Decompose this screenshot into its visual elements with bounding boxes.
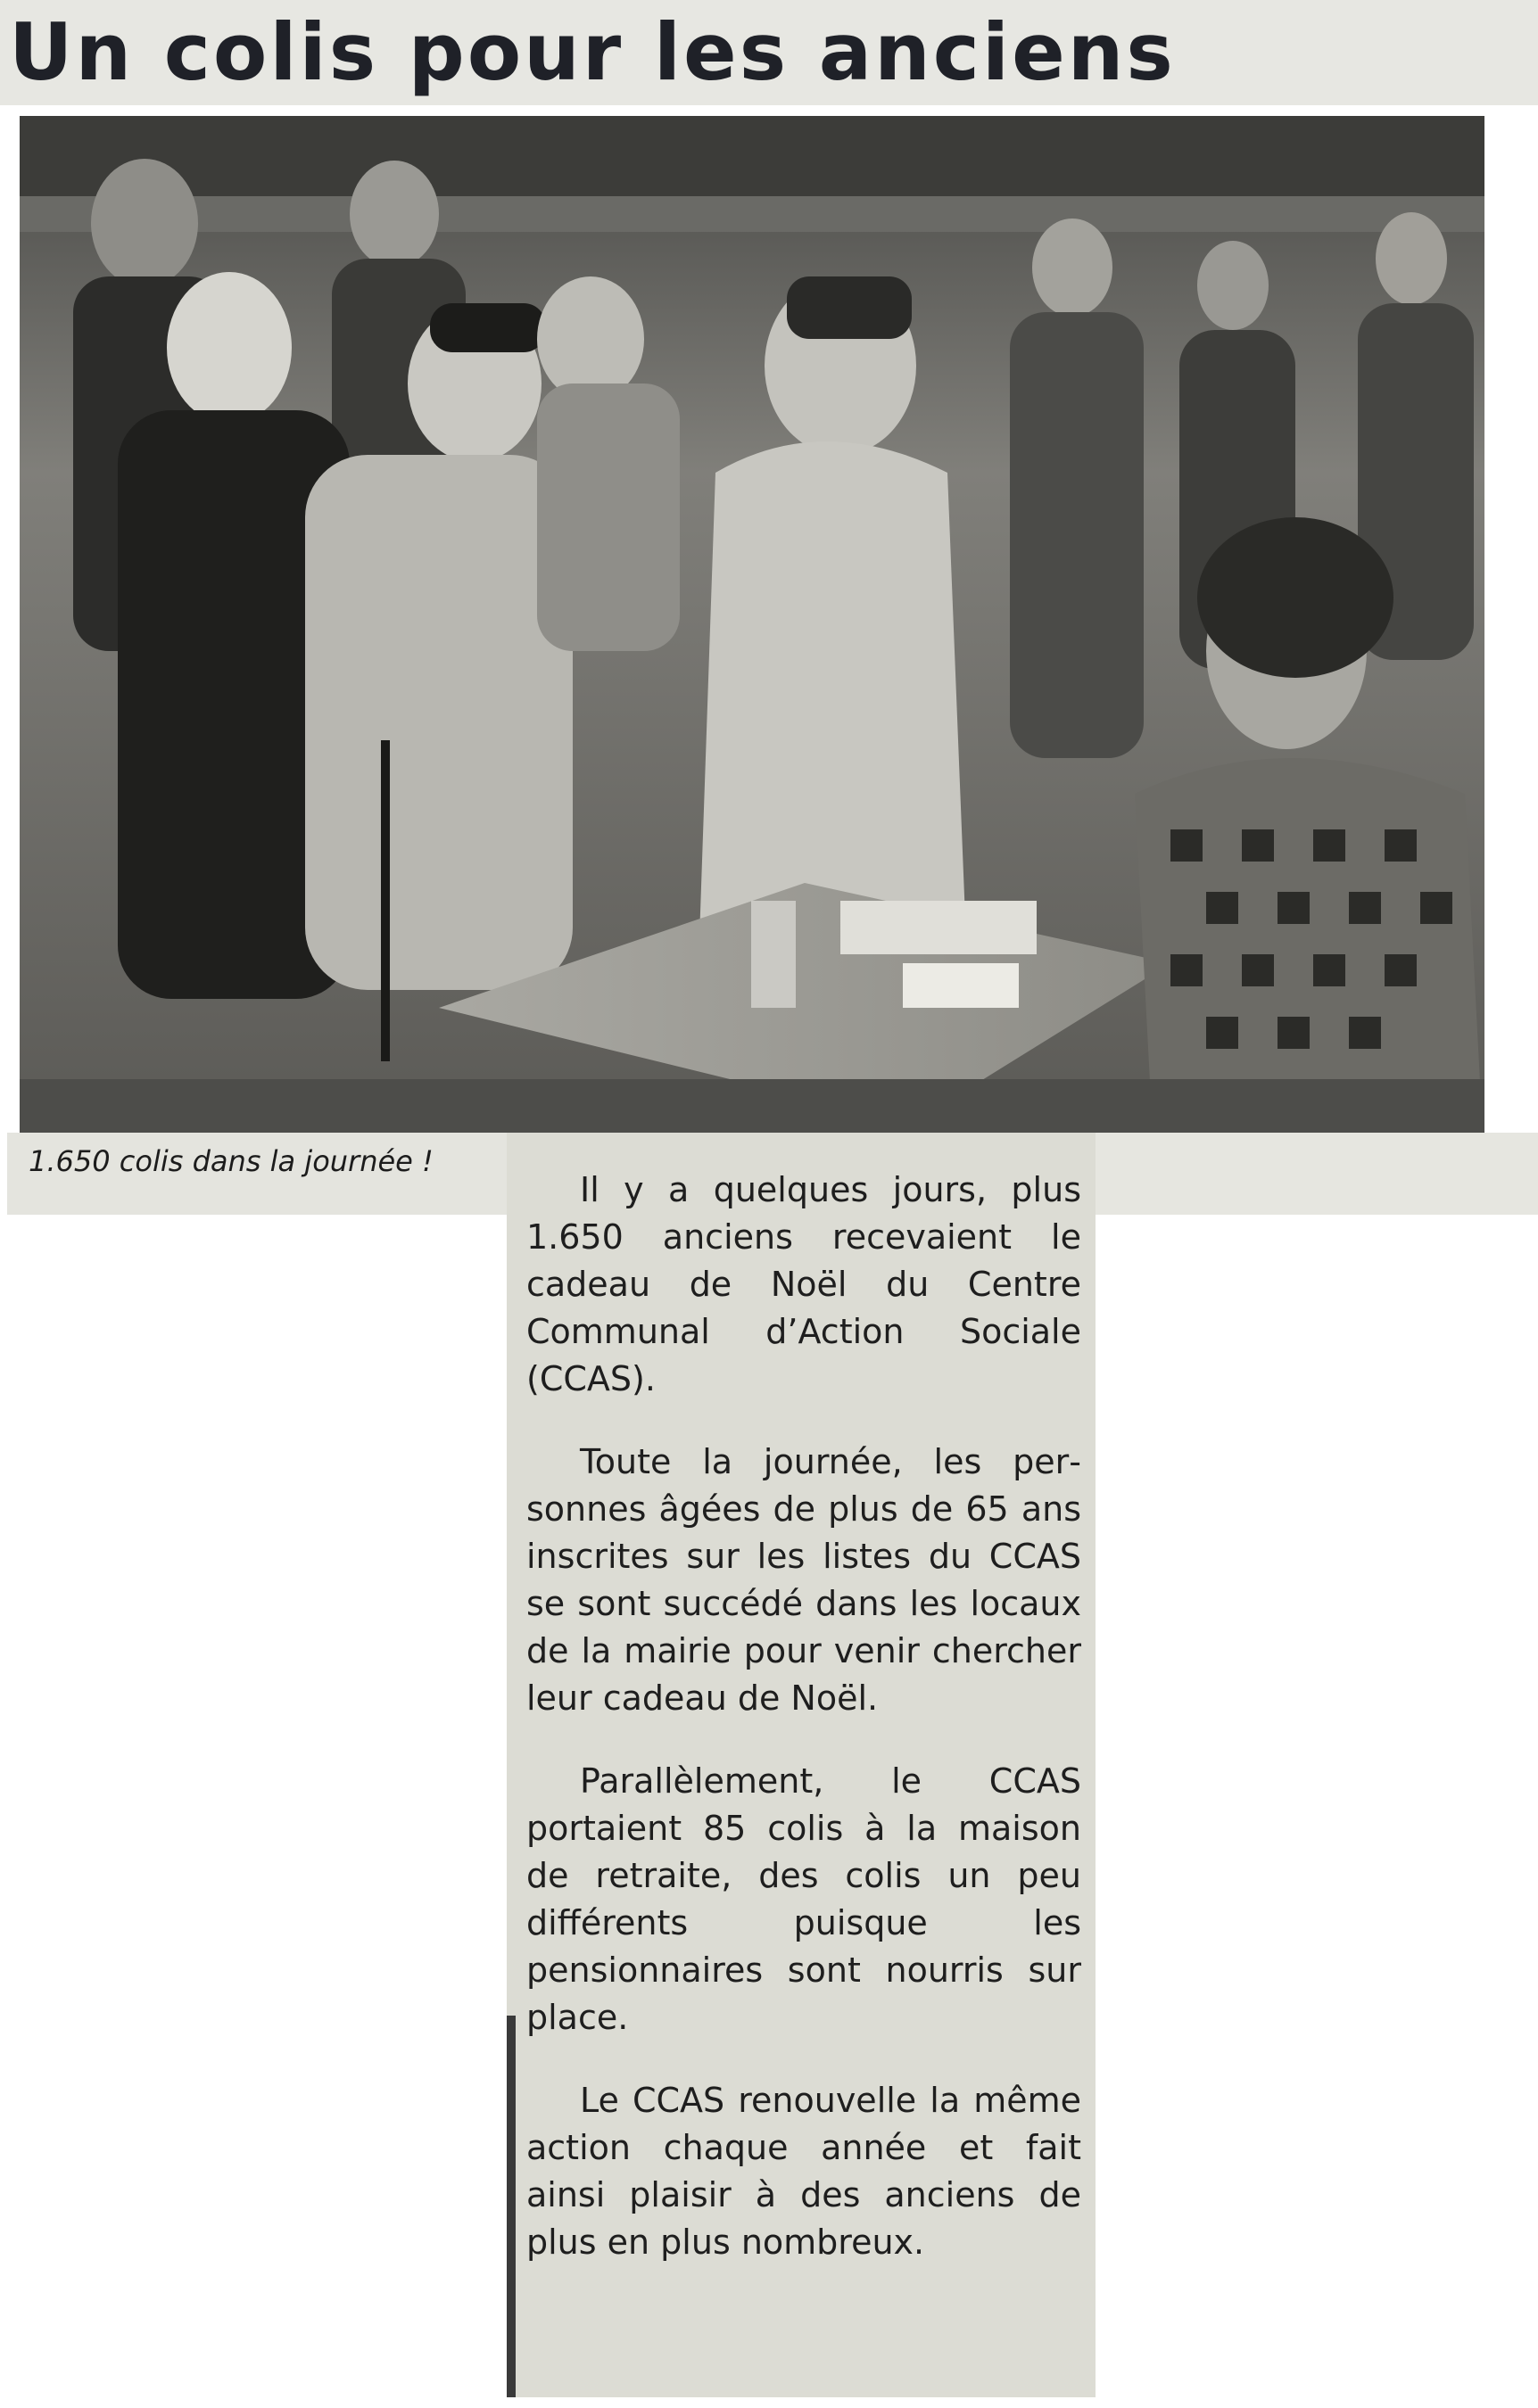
margin-strip	[1096, 1133, 1538, 1215]
column-fold-edge	[507, 2016, 516, 2397]
article-paragraph: Il y a quelques jours, plus 1.650 anciens recevaient le cadeau de Noël du Centre Communal d’Action Sociale (CCAS).	[526, 1170, 1081, 1398]
article-body	[526, 1167, 1081, 2266]
headline: Un colis pour les anciens	[9, 6, 1176, 98]
photo-caption: 1.650 colis dans la journée !	[29, 1144, 434, 1178]
article-paragraph: Toute la journée, les personnes âgées de plus de 65 ans inscrites sur les listes du CCAS se sont succédé dans les locaux de la mairie pour venir chercher leur cadeau de Noël.	[526, 1442, 1081, 1718]
article-paragraph: Parallèlement, le CCAS portaient 85 colis à la maison de retraite, des colis un peu différents puisque les pensionnaires sont nourris sur place.	[526, 1761, 1081, 2037]
article-paragraph: Le CCAS renouvelle la même action chaque année et fait ainsi plaisir à des anciens de plus en plus nombreux.	[526, 2081, 1081, 2262]
news-photo	[20, 116, 1484, 1133]
crowd-photo-icon	[20, 116, 1484, 1133]
